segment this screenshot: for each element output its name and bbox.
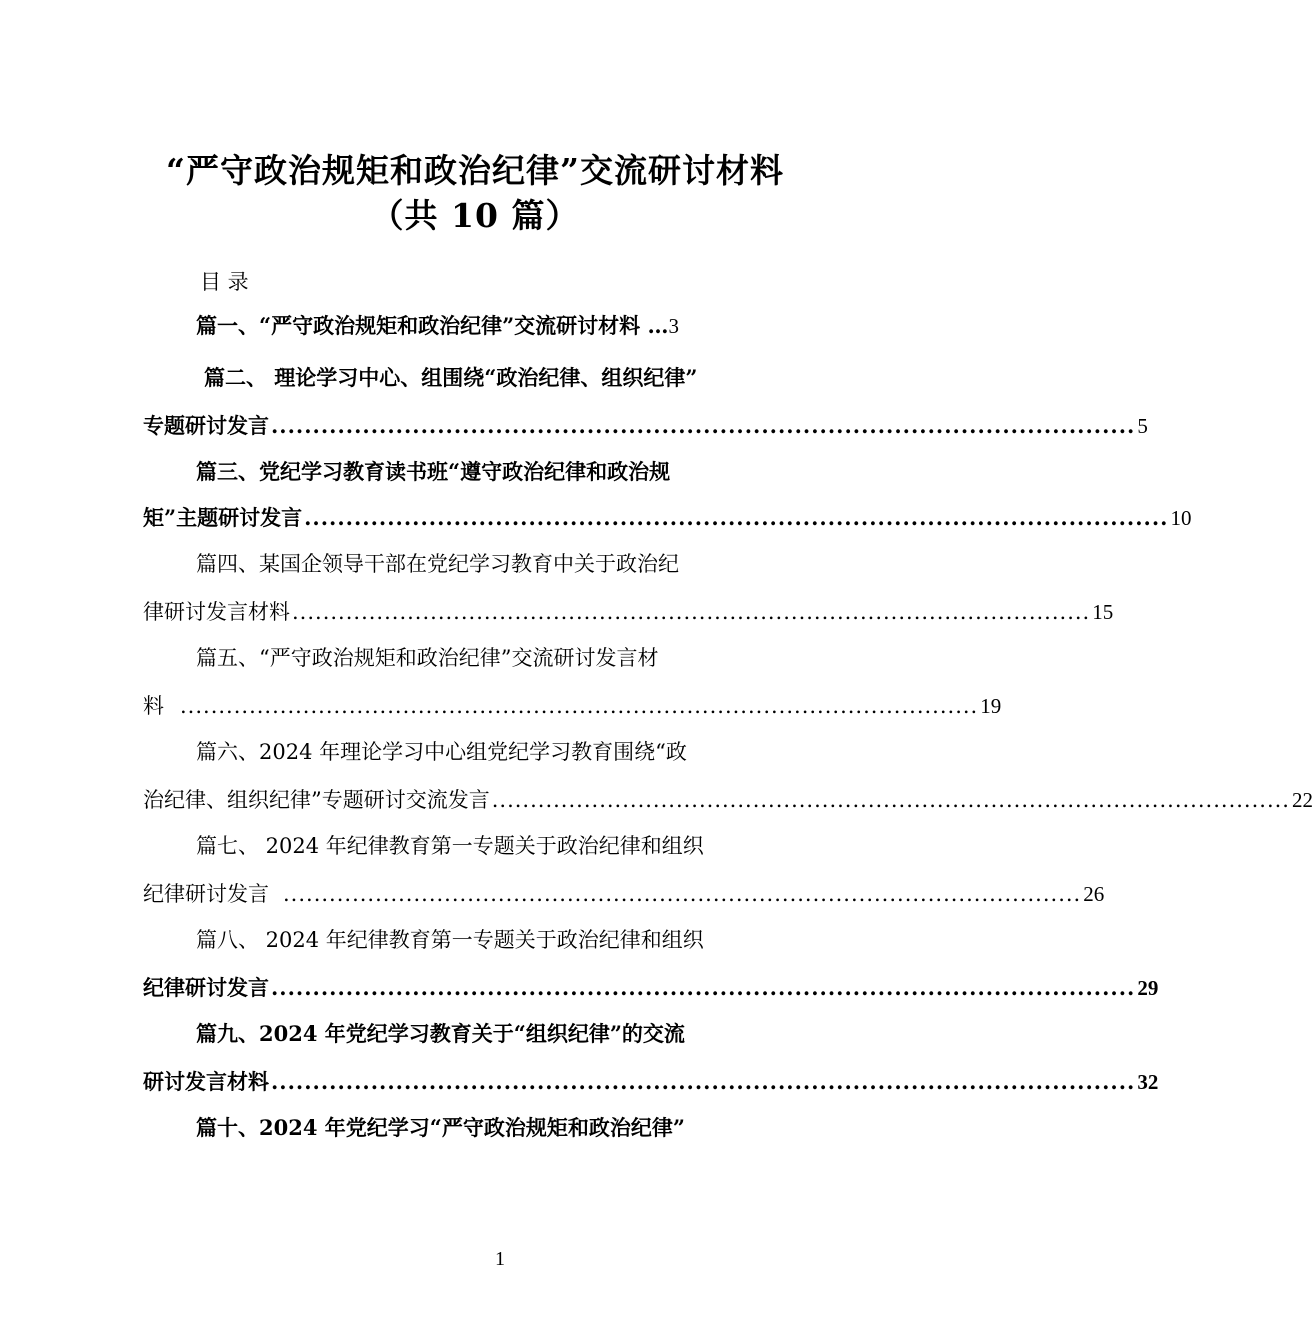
toc-entry-3-line2[interactable] — [143, 502, 1192, 534]
toc-leader-dots: ........................................................................................................ — [292, 600, 1091, 624]
toc-entry-8-text: 纪律研讨发言 — [143, 975, 269, 1000]
toc-leader-dots: ........................................................................................................ — [304, 505, 1169, 530]
toc-entry-1[interactable] — [196, 310, 679, 342]
toc-entry-4-line1[interactable]: 篇四、某国企领导干部在党纪学习教育中关于政治纪 — [196, 552, 679, 576]
toc-entry-7-text: 纪律研讨发言 — [143, 882, 269, 906]
toc-leader-dots: ........................................................................................................ — [271, 413, 1136, 438]
toc-entry-3-text: 矩”主题研讨发言 — [143, 505, 303, 530]
toc-entry-6-line2[interactable] — [143, 784, 1313, 816]
toc-leader-dots: ........................................................................................................ — [491, 788, 1290, 812]
toc-entry-4-page: 15 — [1092, 600, 1114, 624]
toc-entry-9-line1[interactable]: 篇九、2024 年党纪学习教育关于“组织纪律”的交流 — [196, 1021, 685, 1046]
toc-entry-6-text: 治纪律、组织纪律”专题研讨交流发言 — [143, 788, 490, 812]
toc-entry-2-line1[interactable]: 篇二、 理论学习中心、组围绕“政治纪律、组织纪律” — [204, 365, 698, 390]
toc-entry-5-line2[interactable] — [143, 690, 1002, 722]
toc-entry-6-line1[interactable]: 篇六、2024 年理论学习中心组党纪学习教育围绕“政 — [196, 740, 687, 764]
toc-entry-9-page: 32 — [1137, 1070, 1159, 1094]
toc-entry-2-line2[interactable] — [143, 410, 1148, 442]
toc-entry-1-text: 篇一、“严守政治规矩和政治纪律”交流研讨材料 … — [196, 313, 669, 338]
toc-entry-9-text: 研讨发言材料 — [143, 1069, 269, 1094]
toc-entry-5-line1[interactable]: 篇五、“严守政治规矩和政治纪律”交流研讨发言材 — [196, 646, 659, 670]
document-title: “严守政治规矩和政治纪律”交流研讨材料 — [166, 151, 784, 190]
toc-entry-10-line1[interactable]: 篇十、2024 年党纪学习“严守政治规矩和政治纪律” — [196, 1115, 685, 1140]
toc-entry-7-line2[interactable] — [143, 878, 1105, 910]
toc-entry-1-page: 3 — [668, 314, 679, 338]
toc-entry-5-text: 料 — [143, 694, 164, 718]
toc-heading: 目 录 — [200, 270, 249, 294]
toc-entry-2-page: 5 — [1137, 414, 1148, 438]
toc-entry-6-page: 22 — [1291, 788, 1313, 812]
page-number: 1 — [495, 1248, 505, 1270]
toc-entry-7-line1[interactable]: 篇七、 2024 年纪律教育第一专题关于政治纪律和组织 — [196, 834, 704, 858]
document-subtitle: （共 10 篇） — [370, 196, 580, 235]
toc-entry-7-page: 26 — [1083, 882, 1105, 906]
toc-leader-dots: ........................................................................................................ — [180, 694, 979, 718]
toc-entry-8-line2[interactable] — [143, 972, 1159, 1004]
toc-entry-9-line2[interactable] — [143, 1066, 1159, 1098]
toc-entry-3-page: 10 — [1170, 506, 1192, 530]
toc-entry-4-text: 律研讨发言材料 — [143, 600, 290, 624]
toc-leader-dots: ........................................................................................................ — [283, 882, 1082, 906]
toc-entry-8-line1[interactable]: 篇八、 2024 年纪律教育第一专题关于政治纪律和组织 — [196, 928, 704, 952]
toc-entry-2-text: 专题研讨发言 — [143, 413, 269, 438]
toc-entry-4-line2[interactable] — [143, 596, 1114, 628]
toc-entry-3-line1[interactable]: 篇三、党纪学习教育读书班“遵守政治纪律和政治规 — [196, 459, 671, 484]
toc-leader-dots: ........................................................................................................ — [271, 1069, 1136, 1094]
toc-entry-5-page: 19 — [980, 694, 1002, 718]
toc-entry-8-page: 29 — [1137, 976, 1159, 1000]
toc-leader-dots: ........................................................................................................ — [271, 975, 1136, 1000]
